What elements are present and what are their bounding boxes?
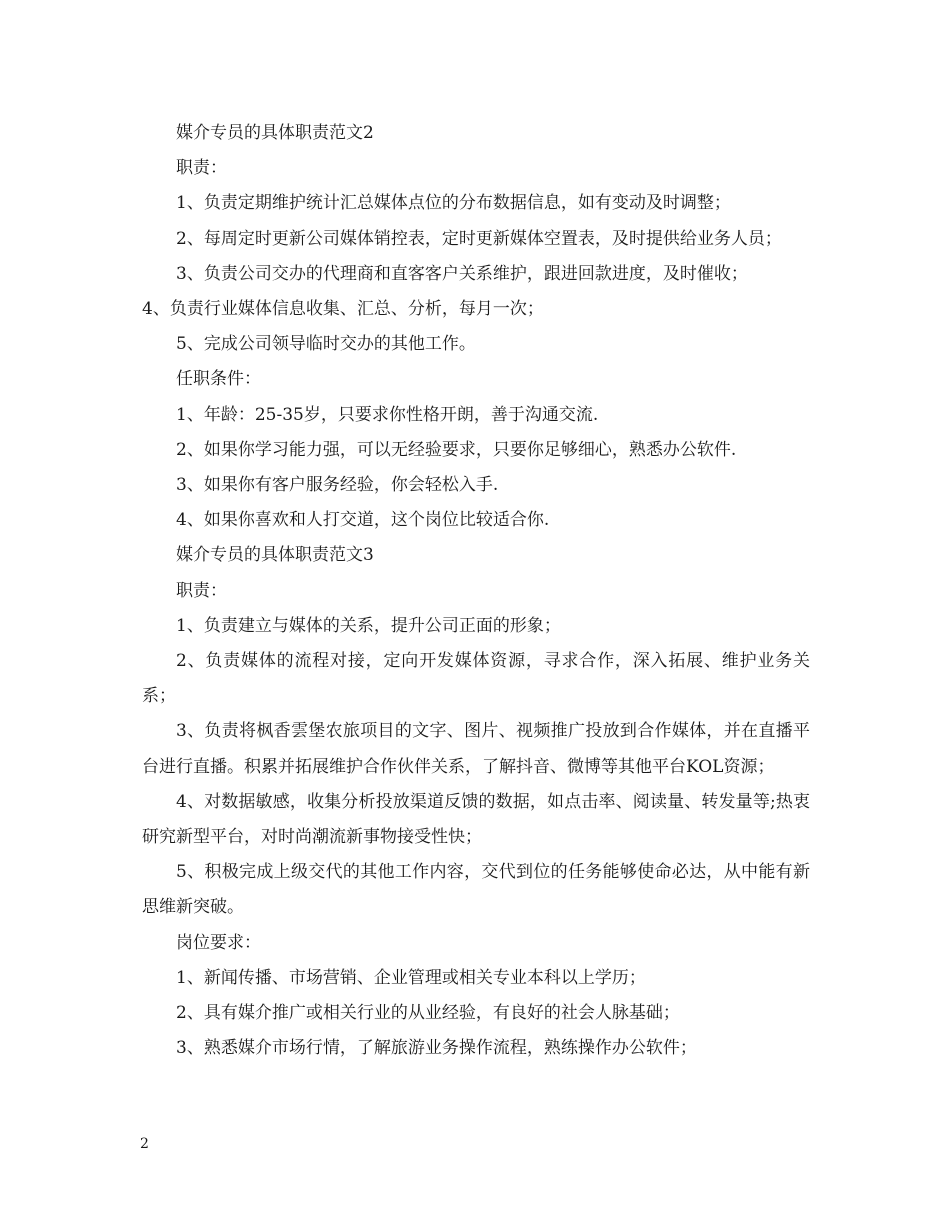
list-item: 1、年龄：25-35岁，只要求你性格开朗，善于沟通交流. (176, 404, 599, 425)
list-item: 3、负责将枫香雲堡农旅项目的文字、图片、视频推广投放到合作媒体，并在直播平台进行直播。积累并拓展维护合作伙伴关系，了解抖音、微博等其他平台KOL资源； (142, 721, 810, 777)
list-item: 2、负责媒体的流程对接，定向开发媒体资源，寻求合作，深入拓展、维护业务关系； (142, 651, 810, 707)
list-item: 5、积极完成上级交代的其他工作内容，交代到位的任务能够使命必达，从中能有新思维新突破。 (142, 862, 810, 918)
list-item: 3、熟悉媒介市场行情，了解旅游业务操作流程，熟练操作办公软件； (176, 1038, 697, 1059)
subsection-heading: 岗位要求： (176, 932, 261, 953)
list-item: 5、完成公司领导临时交办的其他工作。 (176, 334, 476, 355)
list-item: 4、负责行业媒体信息收集、汇总、分析，每月一次； (142, 299, 544, 320)
list-item: 3、如果你有客户服务经验，你会轻松入手. (176, 475, 499, 496)
page-number: 2 (140, 1136, 149, 1152)
document-body (142, 116, 810, 1066)
list-item: 2、如果你学习能力强，可以无经验要求，只要你足够细心，熟悉办公软件. (176, 439, 737, 460)
list-item: 4、如果你喜欢和人打交道，这个岗位比较适合你. (176, 510, 550, 531)
list-item: 1、负责定期维护统计汇总媒体点位的分布数据信息，如有变动及时调整； (176, 193, 731, 214)
list-item: 2、每周定时更新公司媒体销控表，定时更新媒体空置表，及时提供给业务人员； (176, 228, 782, 249)
subsection-heading: 职责： (176, 580, 227, 601)
section-heading: 媒介专员的具体职责范文3 (176, 545, 374, 566)
list-item: 2、具有媒介推广或相关行业的从业经验，有良好的社会人脉基础； (176, 1003, 680, 1024)
subsection-heading: 职责： (176, 158, 227, 179)
list-item: 3、负责公司交办的代理商和直客客户关系维护，跟进回款进度，及时催收； (176, 263, 748, 284)
section-heading: 媒介专员的具体职责范文2 (176, 123, 374, 143)
subsection-heading: 任职条件： (176, 369, 261, 390)
list-item: 1、新闻传播、市场营销、企业管理或相关专业本科以上学历； (176, 967, 646, 988)
list-item: 4、对数据敏感，收集分析投放渠道反馈的数据，如点击率、阅读量、转发量等;热衷研究新型平台，对时尚潮流新事物接受性快； (142, 791, 810, 848)
list-item: 1、负责建立与媒体的关系，提升公司正面的形象； (176, 615, 561, 636)
